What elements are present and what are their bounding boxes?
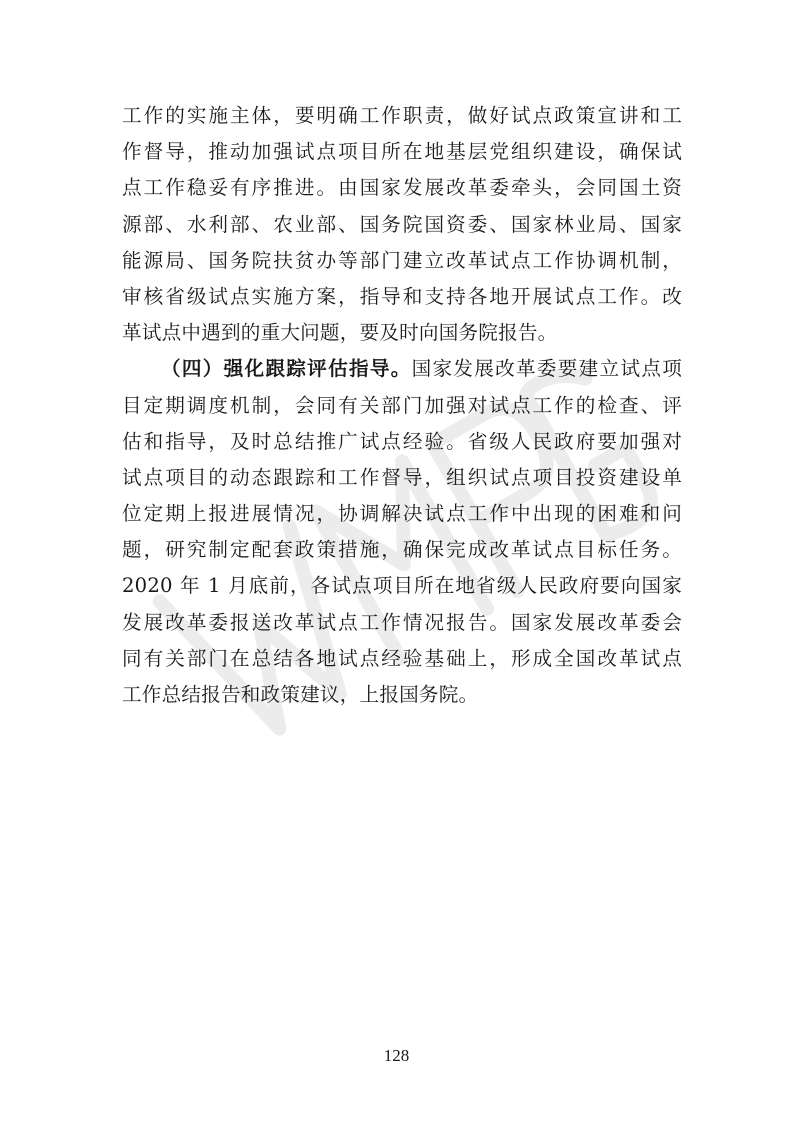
page-number: 128 <box>383 1046 410 1065</box>
text-line: 发展改革委报送改革试点工作情况报告。国家发展改革委会 <box>122 610 682 634</box>
text-line: 2020 年 1 月底前，各试点项目所在地省级人民政府要向国家 <box>122 574 682 598</box>
text-run: 国家发展改革委要建立试点项 <box>411 357 682 381</box>
text-line: 作督导，推动加强试点项目所在地基层党组织建设，确保试 <box>122 140 682 164</box>
body-text <box>122 98 682 713</box>
text-line: 工作的实施主体，要明确工作职责，做好试点政策宣讲和工 <box>122 104 682 127</box>
text-line: 审核省级试点实施方案，指导和支持各地开展试点工作。改 <box>122 284 682 308</box>
text-line: 同有关部门在总结各地试点经验基础上，形成全国改革试点 <box>122 646 682 670</box>
text-line: 工作总结报告和政策建议，上报国务院。 <box>122 683 479 706</box>
text-line: 估和指导，及时总结推广试点经验。省级人民政府要加强对 <box>122 429 682 453</box>
text-line: 试点项目的动态跟踪和工作督导，组织试点项目投资建设单 <box>122 465 682 489</box>
text-line: 目定期调度机制，会同有关部门加强对试点工作的检查、评 <box>122 393 682 417</box>
text-line: 点工作稳妥有序推进。由国家发展改革委牵头，会同国土资 <box>122 176 682 200</box>
text-line: 源部、水利部、农业部、国务院国资委、国家林业局、国家 <box>122 212 682 236</box>
paragraph-first-line <box>122 351 682 387</box>
text-line: 位定期上报进展情况，协调解决试点工作中出现的困难和问 <box>122 502 682 526</box>
text-line: 题，研究制定配套政策措施，确保完成改革试点目标任务。 <box>122 538 682 562</box>
text-line: 革试点中遇到的重大问题，要及时向国务院报告。 <box>122 321 558 345</box>
section-heading: （四）强化跟踪评估指导。 <box>161 357 412 381</box>
text-line: 能源局、国务院扶贫办等部门建立改革试点工作协调机制， <box>122 248 682 272</box>
